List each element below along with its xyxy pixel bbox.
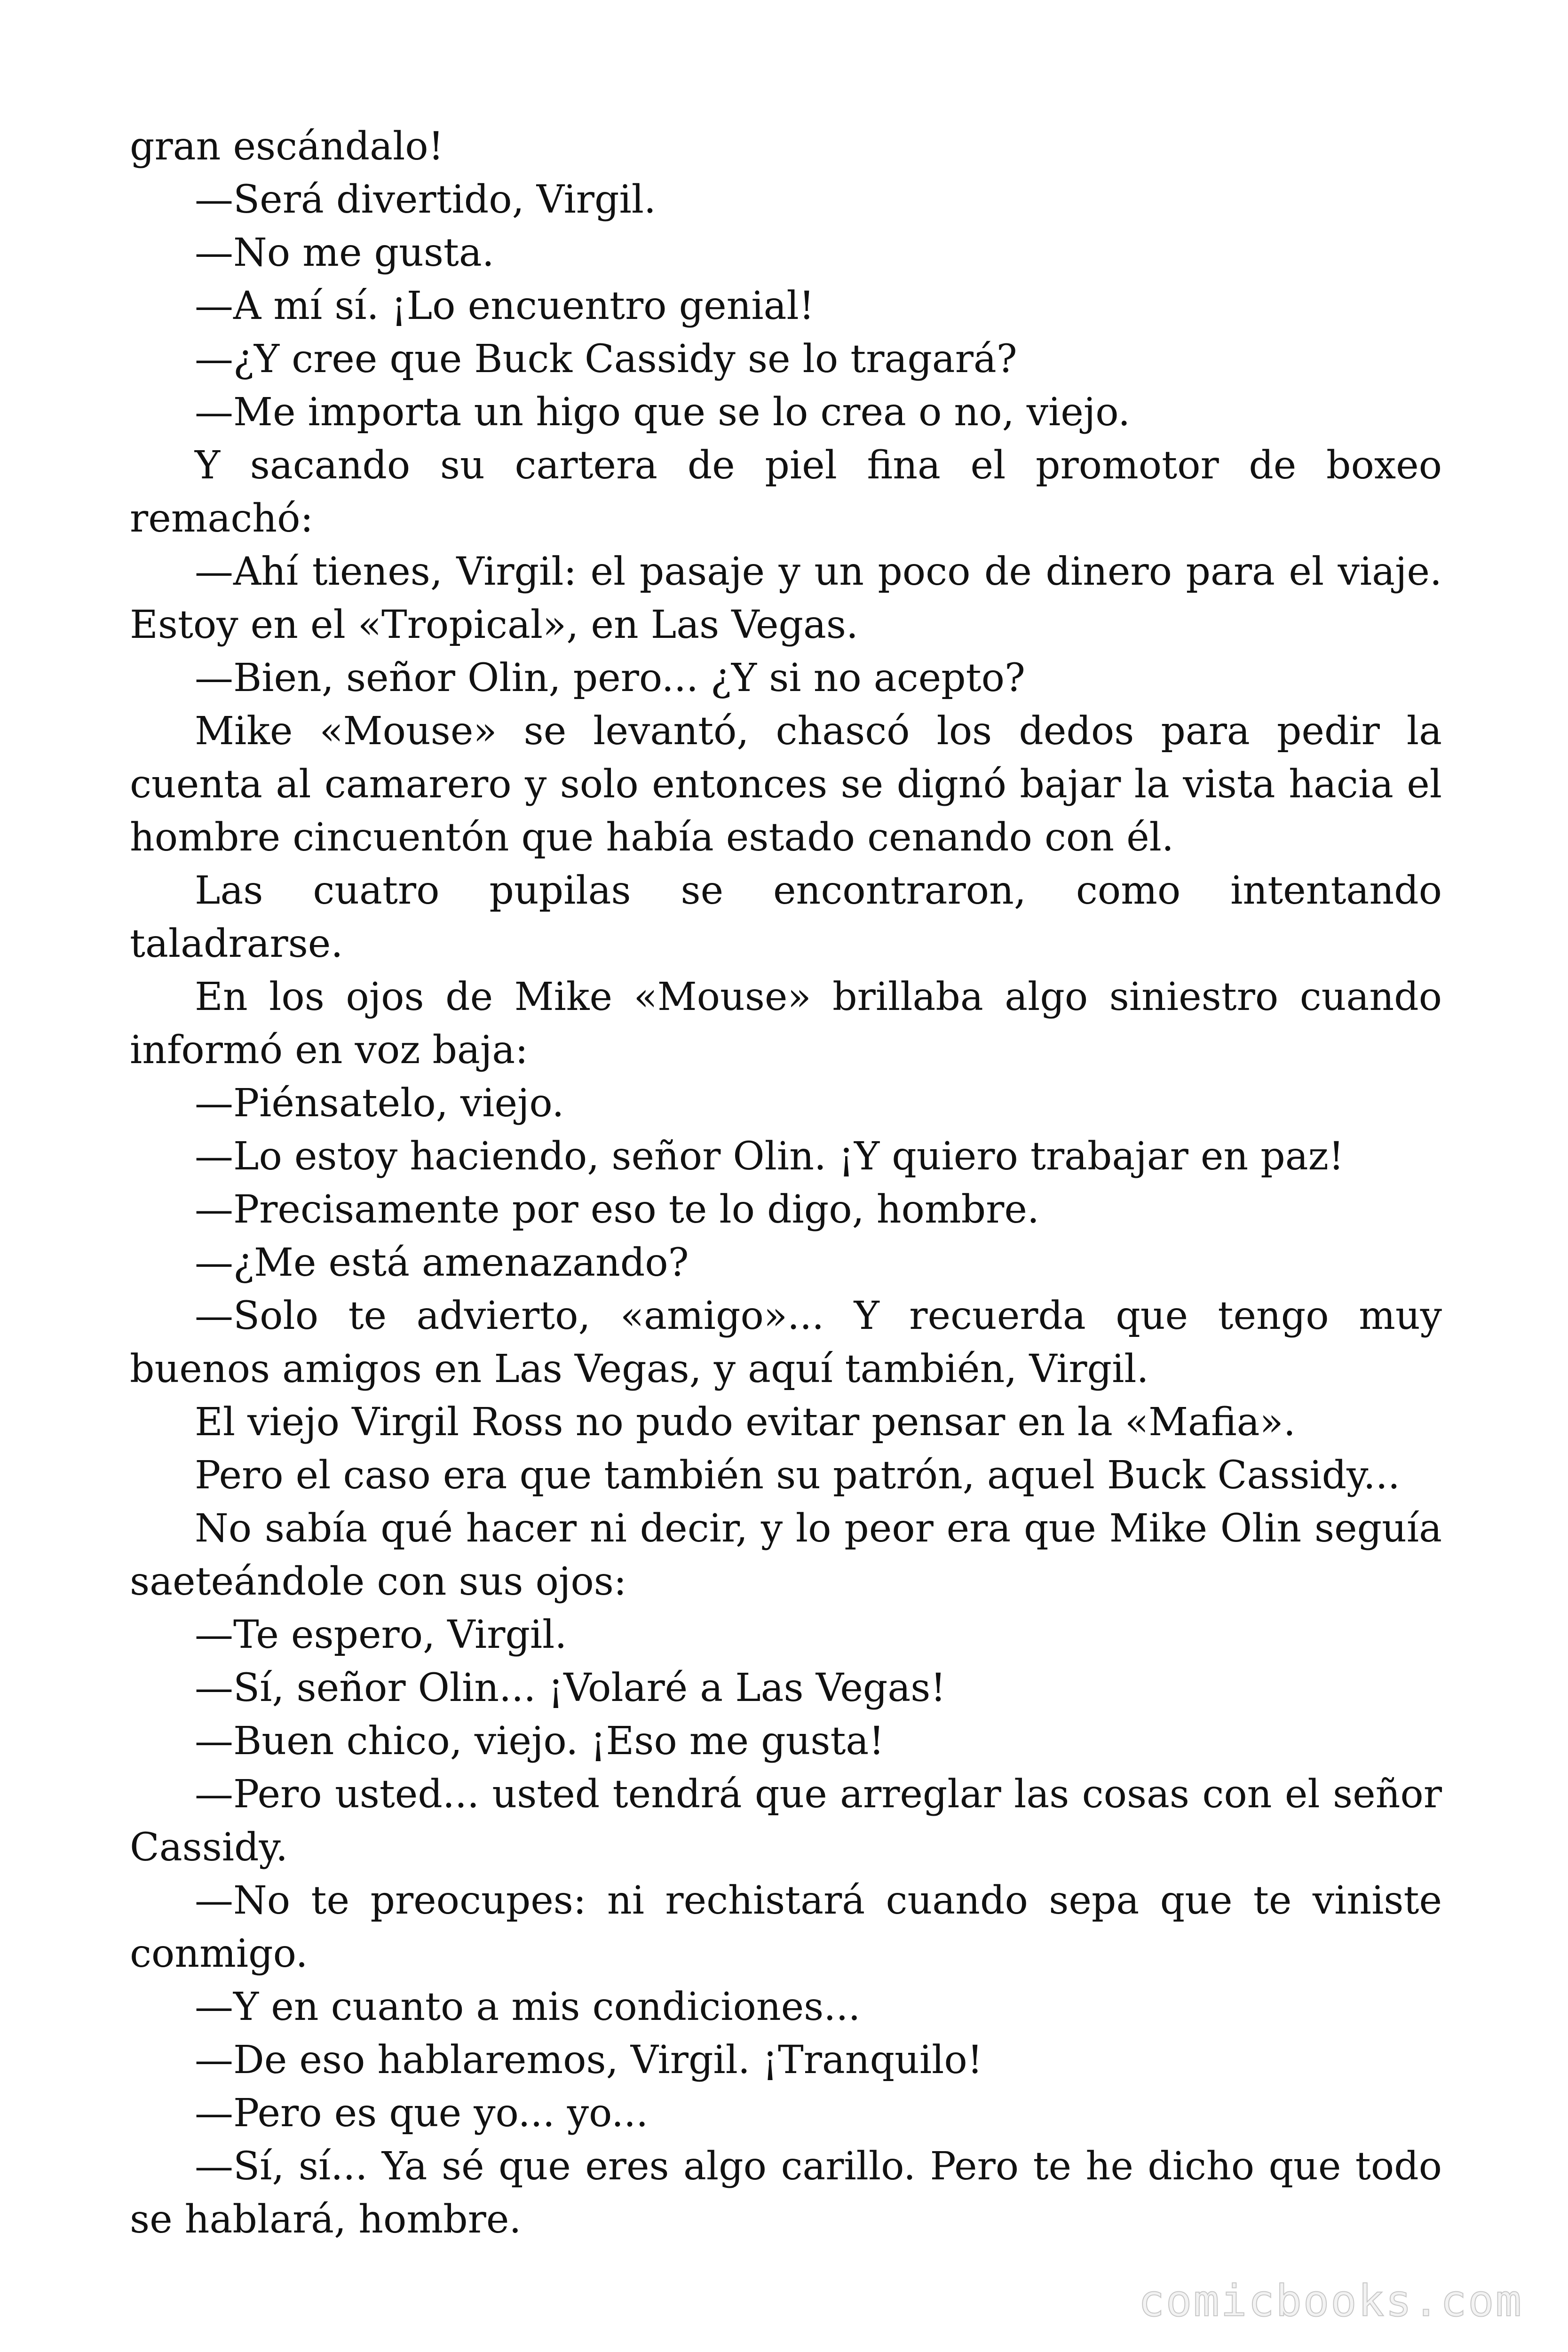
paragraph: —Pero usted... usted tendrá que arreglar las cosas con el señor Cassidy. — [130, 1772, 1442, 1870]
paragraph: En los ojos de Mike «Mouse» brillaba algo siniestro cuando informó en voz baja: — [130, 975, 1442, 1073]
paragraph: Mike «Mouse» se levantó, chascó los dedos para pedir la cuenta al camarero y solo entonces se dignó bajar la vista hacia el hombre cincuentón que había estado cenando con él. — [130, 709, 1442, 860]
paragraph: —De eso hablaremos, Virgil. ¡Tranquilo! — [195, 2038, 983, 2082]
paragraph: Y sacando su cartera de piel fina el promotor de boxeo remachó: — [130, 443, 1442, 541]
paragraph: —Bien, señor Olin, pero... ¿Y si no acepto? — [195, 656, 1025, 700]
paragraph: gran escándalo! — [130, 124, 444, 169]
paragraph: —No me gusta. — [195, 230, 494, 275]
paragraph: —Lo estoy haciendo, señor Olin. ¡Y quiero trabajar en paz! — [195, 1134, 1344, 1179]
paragraph: —Me importa un higo que se lo crea o no, viejo. — [195, 390, 1131, 435]
paragraph: —¿Me está amenazando? — [195, 1240, 689, 1285]
watermark: comicbooks.com — [1138, 2276, 1523, 2326]
paragraph: —Será divertido, Virgil. — [195, 177, 656, 222]
paragraph: —Precisamente por eso te lo digo, hombre. — [195, 1187, 1039, 1232]
paragraph: No sabía qué hacer ni decir, y lo peor era que Mike Olin seguía saeteándole con sus ojos: — [130, 1506, 1442, 1604]
paragraph: —Solo te advierto, «amigo»... Y recuerda que tengo muy buenos amigos en Las Vegas, y aquí también, Virgil. — [130, 1294, 1442, 1391]
paragraph: —¿Y cree que Buck Cassidy se lo tragará? — [195, 337, 1017, 381]
paragraph: —Sí, sí... Ya sé que eres algo carillo. Pero te he dicho que todo se hablará, hombre. — [130, 2144, 1442, 2242]
paragraph: —Y en cuanto a mis condiciones... — [195, 1985, 861, 2029]
paragraph: Pero el caso era que también su patrón, aquel Buck Cassidy... — [195, 1453, 1400, 1498]
paragraph: —Buen chico, viejo. ¡Eso me gusta! — [195, 1719, 885, 1764]
paragraph: —Pero es que yo... yo... — [195, 2091, 649, 2136]
paragraph: —Sí, señor Olin... ¡Volaré a Las Vegas! — [195, 1666, 946, 1710]
paragraph: —Ahí tienes, Virgil: el pasaje y un poco de dinero para el viaje. Estoy en el «Tropical», en Las Vegas. — [130, 549, 1442, 647]
paragraph: —Te espero, Virgil. — [195, 1613, 567, 1657]
paragraph: El viejo Virgil Ross no pudo evitar pensar en la «Mafia». — [195, 1400, 1296, 1445]
paragraph: Las cuatro pupilas se encontraron, como intentando taladrarse. — [130, 868, 1442, 966]
paragraph: —A mí sí. ¡Lo encuentro genial! — [195, 284, 815, 328]
paragraph: —No te preocupes: ni rechistará cuando sepa que te viniste conmigo. — [130, 1878, 1442, 1976]
body-text — [130, 120, 1442, 2246]
paragraph: —Piénsatelo, viejo. — [195, 1081, 564, 1126]
